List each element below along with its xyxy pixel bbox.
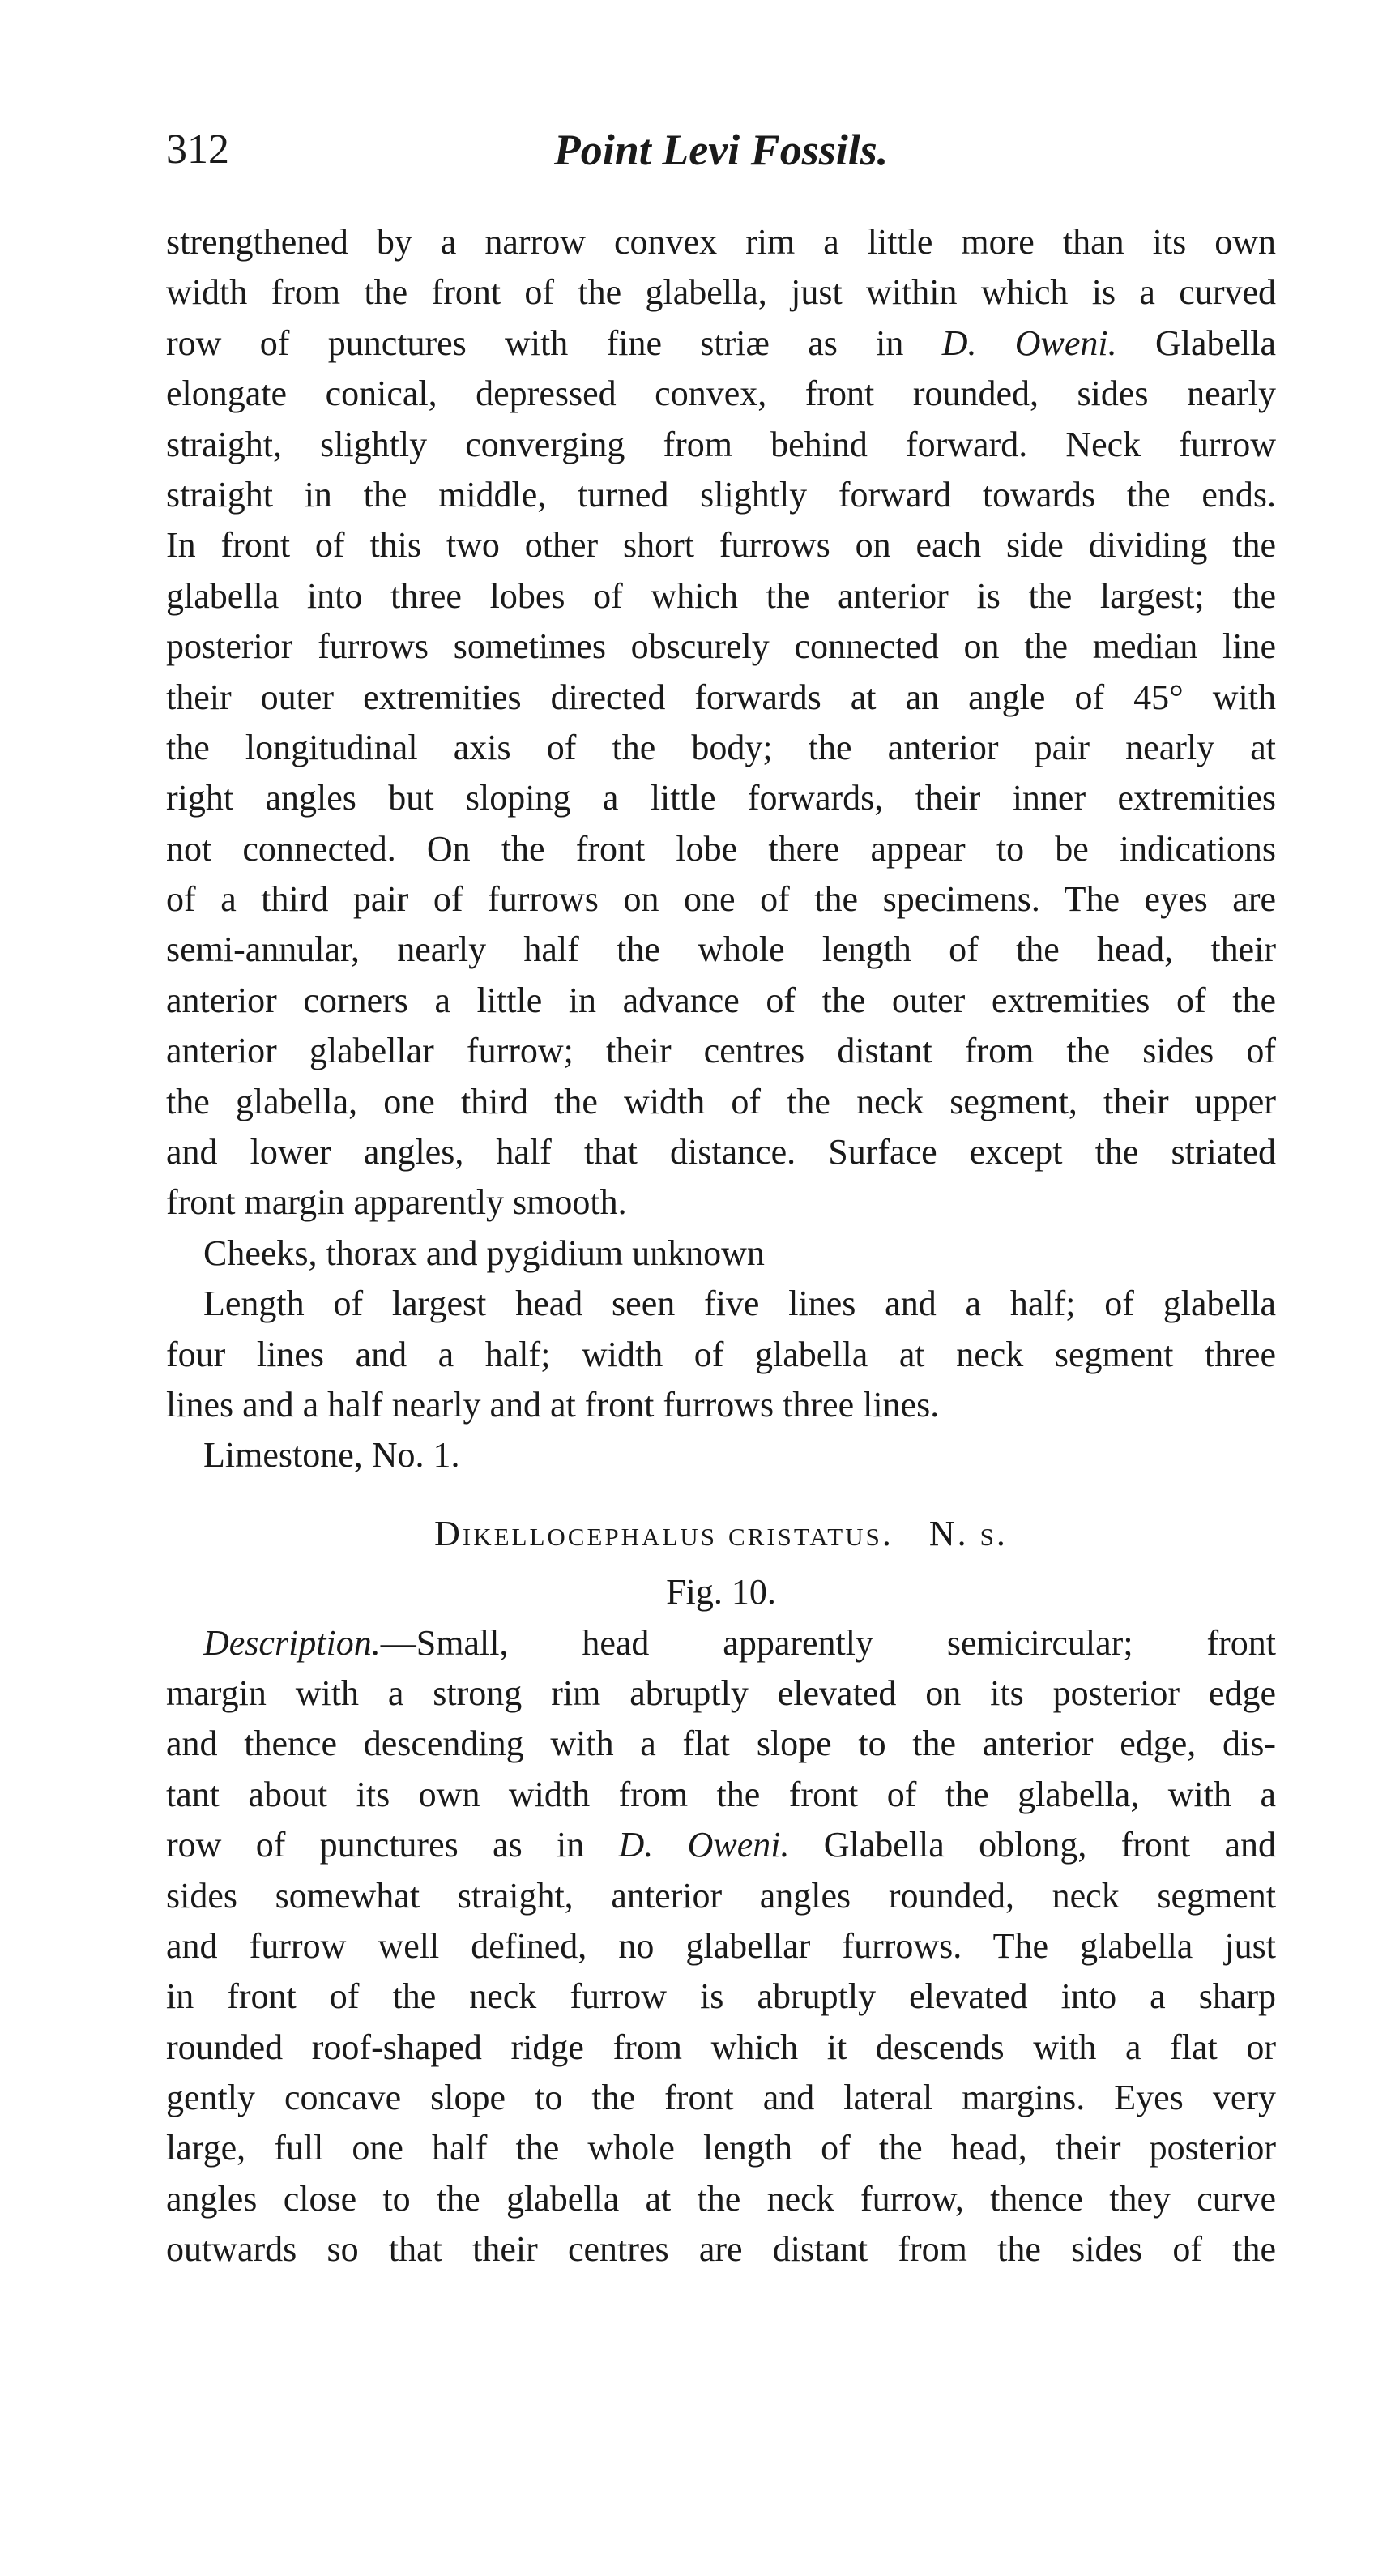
- page-header: [166, 122, 1276, 186]
- text-line: anterior corners a little in advance of the outer extremities of the: [166, 980, 1276, 1020]
- species-heading: [166, 1509, 1276, 1559]
- text-line: the longitudinal axis of the body; the anterior pair nearly at: [166, 727, 1276, 767]
- text-line: posterior furrows sometimes obscurely connected on the median line: [166, 626, 1276, 667]
- text-line: Length of largest head seen five lines and a half; of glabella: [203, 1284, 1276, 1324]
- text-run: —Small, head apparently semicircular; front: [380, 1622, 1276, 1663]
- text-line: Limestone, No. 1.: [203, 1435, 460, 1476]
- species-name: Dikellocephalus cristatus.: [434, 1513, 894, 1553]
- text-line: front margin apparently smooth.: [166, 1182, 627, 1223]
- text-run: row of punctures as in: [166, 1825, 619, 1865]
- text-line: [166, 1820, 1276, 1870]
- text-line: In front of this two other short furrows on each side dividing the: [166, 525, 1276, 566]
- text-line: and lower angles, half that distance. Surface except the striated: [166, 1132, 1276, 1173]
- species-reference: D. Oweni.: [941, 323, 1117, 363]
- text-line: sides somewhat straight, anterior angles rounded, neck segment: [166, 1875, 1276, 1916]
- running-title: Point Levi Fossils.: [553, 126, 889, 174]
- paragraph-measurements: [166, 1279, 1276, 1430]
- text-line: right angles but sloping a little forwards, their inner extremities: [166, 778, 1276, 818]
- text-line: angles close to the glabella at the neck furrow, thence they curve: [166, 2178, 1276, 2219]
- text-line: and furrow well defined, no glabellar furrows. The glabella just: [166, 1925, 1276, 1966]
- text-line: and thence descending with a flat slope to the anterior edge, dis-: [166, 1724, 1276, 1764]
- text-line: their outer extremities directed forwards at an angle of 45° with: [166, 677, 1276, 717]
- page-number: 312: [166, 126, 229, 173]
- text-line: straight, slightly converging from behind forward. Neck furrow: [166, 424, 1276, 464]
- text-run: Glabella: [1116, 323, 1277, 363]
- text-line: [166, 318, 1276, 369]
- text-line: rounded roof-shaped ridge from which it descends with a flat or: [166, 2027, 1276, 2067]
- text-line: margin with a strong rim abruptly elevated on its posterior edge: [166, 1672, 1276, 1713]
- text-line: the glabella, one third the width of the neck segment, their upper: [166, 1081, 1276, 1121]
- species-status: N. s.: [928, 1513, 1008, 1553]
- text-line: of a third pair of furrows on one of the specimens. The eyes are: [166, 879, 1276, 920]
- spacer: [166, 1481, 1276, 1509]
- text-line: in front of the neck furrow is abruptly elevated into a sharp: [166, 1976, 1276, 2017]
- text-line: four lines and a half; width of glabella at neck segment three: [166, 1334, 1276, 1374]
- page-body: [166, 217, 1276, 2275]
- text-line: gently concave slope to the front and lateral margins. Eyes very: [166, 2078, 1276, 2118]
- text-line: not connected. On the front lobe there appear to be indications: [166, 828, 1276, 869]
- text-line: glabella into three lobes of which the anterior is the largest; the: [166, 575, 1276, 616]
- text-run: row of punctures with fine striæ as in: [166, 323, 942, 363]
- figure-reference: Fig. 10.: [666, 1572, 776, 1613]
- text-line: Cheeks, thorax and pygidium unknown: [203, 1232, 765, 1273]
- text-line: outwards so that their centres are distant from the sides of the: [166, 2229, 1276, 2270]
- spacer: [166, 1559, 1276, 1567]
- paragraph-description-continued: [166, 217, 1276, 1228]
- text-line: elongate conical, depressed convex, front rounded, sides nearly: [166, 374, 1276, 414]
- text-line: large, full one half the whole length of the head, their posterior: [166, 2128, 1276, 2168]
- text-line: width from the front of the glabella, just within which is a curved: [166, 272, 1276, 313]
- description-label: Description.: [203, 1622, 381, 1663]
- text-line: [166, 1618, 1276, 1668]
- text-line: anterior glabellar furrow; their centres distant from the sides of: [166, 1031, 1276, 1071]
- text-line: lines and a half nearly and at front furrows three lines.: [166, 1384, 940, 1425]
- text-line: semi-annular, nearly half the whole length of the head, their: [166, 929, 1276, 970]
- text-line: straight in the middle, turned slightly forward towards the ends.: [166, 474, 1276, 515]
- text-line: tant about its own width from the front of the glabella, with a: [166, 1774, 1276, 1814]
- paragraph-locality: [166, 1430, 1276, 1480]
- paragraph-description: [166, 1618, 1276, 2275]
- species-reference: D. Oweni.: [618, 1825, 790, 1865]
- text-line: strengthened by a narrow convex rim a little more than its own: [166, 222, 1276, 262]
- paragraph-unknown-parts: [166, 1228, 1276, 1279]
- text-run: Glabella oblong, front and: [789, 1825, 1276, 1865]
